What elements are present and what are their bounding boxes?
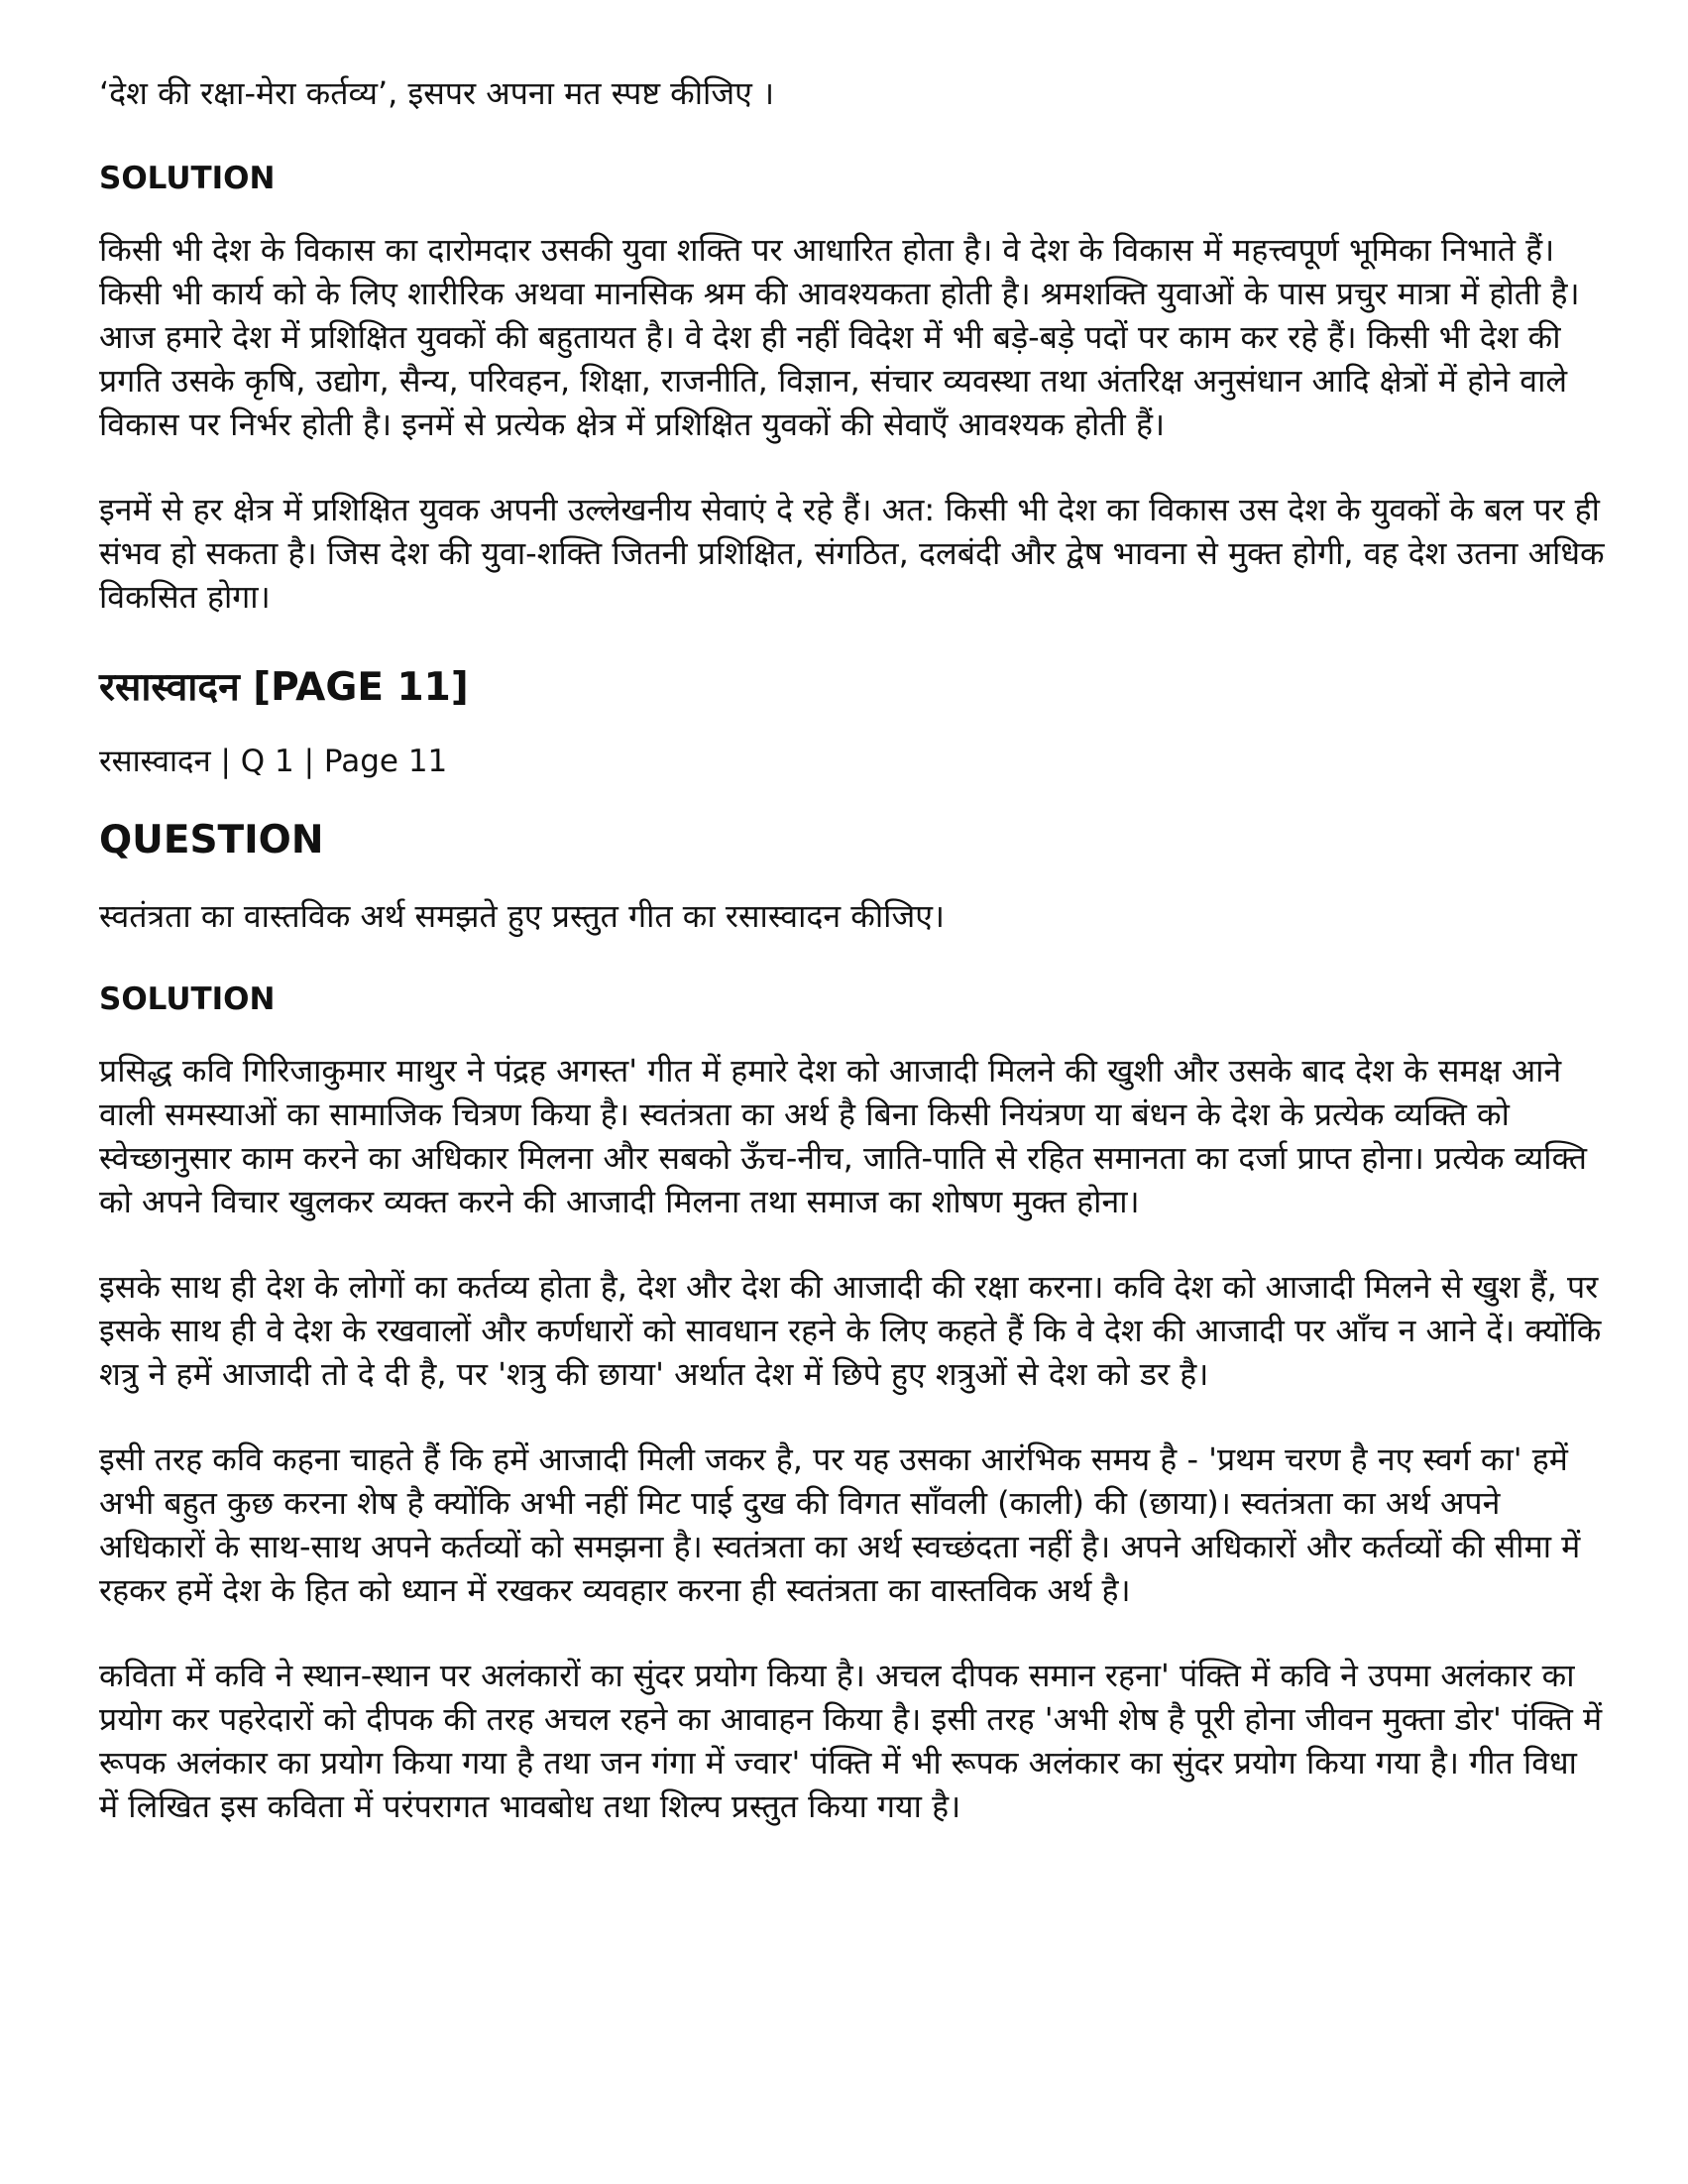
question-text: स्वतंत्रता का वास्तविक अर्थ समझते हुए प्रस्तुत गीत का रसास्वादन कीजिए। [99, 897, 946, 935]
document-page [99, 71, 1606, 1828]
solution-2-paragraph-3: इसी तरह कवि कहना चाहते हैं कि हमें आजादी मिली जकर है, पर यह उसका आरंभिक समय है - 'प्रथम चरण है नए स्वर्ग का' हमें अभी बहुत कुछ करना शेष है क्योंकि अभी नहीं मिट पाई दुख की विगत साँवली (काली) की (छाया)। स्वतंत्रता का अर्थ अपने अधिकारों के साथ-साथ अपने कर्तव्यों को समझना है। स्वतंत्रता का अर्थ स्वच्छंदता नहीं है। अपने अधिकारों और कर्तव्यों की सीमा में रहकर हमें देश के हित को ध्यान में रखकर व्यवहार करना ही स्वतंत्रता का वास्तविक अर्थ है। [99, 1440, 1581, 1609]
solution-section-1 [99, 159, 1606, 619]
solution-body-1 [99, 228, 1606, 619]
section-heading: रसास्वादन [PAGE 11] [99, 665, 469, 710]
solution-label-2: SOLUTION [99, 981, 276, 1017]
question-label: QUESTION [99, 818, 324, 862]
question-meta: रसास्वादन | Q 1 | Page 11 [99, 744, 448, 779]
solution-1-paragraph-2: इनमें से हर क्षेत्र में प्रशिक्षित युवक अपनी उल्लेखनीय सेवाएं दे रहे हैं। अत: किसी भी देश का विकास उस देश के युवकों के बल पर ही संभव हो सकता है। जिस देश की युवा-शक्ति जितनी प्रशिक्षित, संगठित, दलबंदी और द्वेष भावना से मुक्त होगी, वह देश उतना अधिक विकसित होगा। [99, 491, 1605, 616]
solution-1-paragraph-1: किसी भी देश के विकास का दारोमदार उसकी युवा शक्ति पर आधारित होता है। वे देश के विकास में महत्त्वपूर्ण भूमिका निभाते हैं। किसी भी कार्य को के लिए शारीरिक अथवा मानसिक श्रम की आवश्यकता होती है। श्रमशक्ति युवाओं के पास प्रचुर मात्रा में होती है। आज हमारे देश में प्रशिक्षित युवकों की बहुतायत है। वे देश ही नहीं विदेश में भी बड़े-बड़े पदों पर काम कर रहे हैं। किसी भी देश की प्रगति उसके कृषि, उद्योग, सैन्य, परिवहन, शिक्षा, राजनीति, विज्ञान, संचार व्यवस्था तथा अंतरिक्ष अनुसंधान आदि क्षेत्रों में होने वाले विकास पर निर्भर होती है। इनमें से प्रत्येक क्षेत्र में प्रशिक्षित युवकों की सेवाएँ आवश्यक होती हैं। [99, 231, 1580, 443]
solution-body-2 [99, 1049, 1606, 1828]
solution-2-paragraph-1: प्रसिद्ध कवि गिरिजाकुमार माथुर ने पंद्रह अगस्त' गीत में हमारे देश को आजादी मिलने की खुशी और उसके बाद देश के समक्ष आने वाली समस्याओं का सामाजिक चित्रण किया है। स्वतंत्रता का अर्थ है बिना किसी नियंत्रण या बंधन के देश के प्रत्येक व्यक्ति को स्वेच्छानुसार काम करने का अधिकार मिलना और सबको ऊँच-नीच, जाति-पाति से रहित समानता का दर्जा प्राप्त होना। प्रत्येक व्यक्ति को अपने विचार खुलकर व्यक्त करने की आजादी मिलना तथा समाज का शोषण मुक्त होना। [99, 1052, 1587, 1220]
solution-2-paragraph-2: इसके साथ ही देश के लोगों का कर्तव्य होता है, देश और देश की आजादी की रक्षा करना। कवि देश को आजादी मिलने से खुश हैं, पर इसके साथ ही वे देश के रखवालों और कर्णधारों को सावधान रहने के लिए कहते हैं कि वे देश की आजादी पर आँच न आने दें। क्योंकि शत्रु ने हमें आजादी तो दे दी है, पर 'शत्रु की छाया' अर्थात देश में छिपे हुए शत्रुओं से देश को डर है। [99, 1268, 1602, 1393]
solution-2-paragraph-4: कविता में कवि ने स्थान-स्थान पर अलंकारों का सुंदर प्रयोग किया है। अचल दीपक समान रहना' पंक्ति में कवि ने उपमा अलंकार का प्रयोग कर पहरेदारों को दीपक की तरह अचल रहने का आवाहन किया है। इसी तरह 'अभी शेष है पूरी होना जीवन मुक्ता डोर' पंक्ति में रूपक अलंकार का प्रयोग किया गया है तथा जन गंगा में ज्वार' पंक्ति में भी रूपक अलंकार का सुंदर प्रयोग किया गया है। गीत विधा में लिखित इस कविता में परंपरागत भावबोध तथा शिल्प प्रस्तुत किया गया है। [99, 1657, 1603, 1825]
solution-label-1: SOLUTION [99, 161, 276, 196]
intro-prompt: ‘देश की रक्षा-मेरा कर्तव्य’, इसपर अपना मत स्पष्ट कीजिए । [99, 74, 775, 112]
solution-section-2 [99, 979, 1606, 1828]
